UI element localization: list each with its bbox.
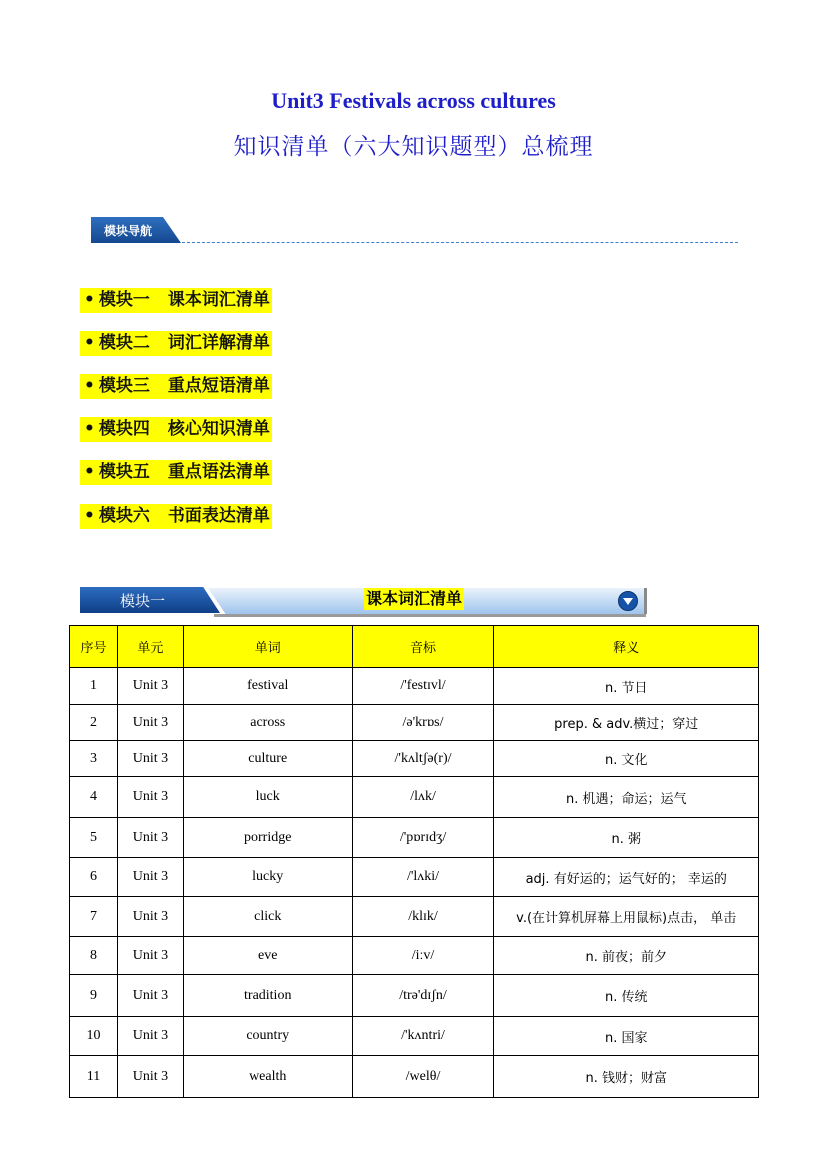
nav-item-module-4[interactable] — [80, 417, 272, 442]
header-phonetic: 音标 — [352, 626, 494, 668]
cell-word: lucky — [183, 858, 352, 897]
nav-item-number: 模块一 — [98, 290, 150, 310]
nav-item-number: 模块六 — [98, 506, 150, 526]
cell-phonetic: /iːv/ — [352, 937, 494, 975]
cell-phonetic: /welθ/ — [352, 1056, 494, 1098]
table-row — [70, 1017, 759, 1056]
module-title: 课本词汇清单 — [366, 589, 463, 608]
nav-tag-label: 模块导航 — [104, 224, 153, 238]
cell-unit: Unit 3 — [117, 858, 183, 897]
cell-phonetic: /'pɒrɪdʒ/ — [352, 818, 494, 858]
cell-word: wealth — [183, 1056, 352, 1098]
cell-meaning: prep. & adv.横过；穿过 — [494, 705, 759, 741]
cell-unit: Unit 3 — [117, 1056, 183, 1098]
nav-item-number: 模块三 — [98, 376, 150, 396]
cell-phonetic: /'kʌltʃə(r)/ — [352, 741, 494, 777]
bullet-icon: • — [84, 506, 95, 526]
table-row — [70, 858, 759, 897]
bullet-icon: • — [84, 290, 95, 310]
table-row — [70, 1056, 759, 1098]
bullet-icon: • — [84, 419, 95, 439]
cell-meaning: n. 前夜；前夕 — [494, 937, 759, 975]
cell-unit: Unit 3 — [117, 818, 183, 858]
cell-index: 3 — [70, 741, 118, 777]
cell-meaning: v.(在计算机屏幕上用鼠标)点击， 单击 — [494, 897, 759, 937]
vocabulary-table — [69, 625, 759, 1098]
cell-index: 8 — [70, 937, 118, 975]
nav-item-number: 模块四 — [98, 419, 150, 439]
module-bar-shadow — [214, 614, 646, 617]
nav-item-label: 课本词汇清单 — [167, 290, 270, 310]
cell-index: 6 — [70, 858, 118, 897]
table-row — [70, 937, 759, 975]
cell-word: culture — [183, 741, 352, 777]
cell-phonetic: /trə'dɪʃn/ — [352, 975, 494, 1017]
cell-unit: Unit 3 — [117, 705, 183, 741]
table-row — [70, 705, 759, 741]
table-row — [70, 741, 759, 777]
cell-phonetic: /lʌk/ — [352, 777, 494, 818]
table-row — [70, 818, 759, 858]
cell-unit: Unit 3 — [117, 741, 183, 777]
cell-index: 5 — [70, 818, 118, 858]
table-row — [70, 668, 759, 705]
cell-index: 2 — [70, 705, 118, 741]
nav-divider — [182, 242, 738, 243]
table-header-row — [70, 626, 759, 668]
cell-word: luck — [183, 777, 352, 818]
header-index: 序号 — [70, 626, 118, 668]
nav-item-label: 核心知识清单 — [167, 419, 270, 439]
header-meaning: 释义 — [494, 626, 759, 668]
cell-phonetic: /'lʌki/ — [352, 858, 494, 897]
nav-item-number: 模块五 — [98, 462, 150, 482]
header-word: 单词 — [183, 626, 352, 668]
cell-meaning: n. 节日 — [494, 668, 759, 705]
chevron-down-icon[interactable] — [618, 591, 638, 611]
cell-word: festival — [183, 668, 352, 705]
cell-word: across — [183, 705, 352, 741]
cell-word: eve — [183, 937, 352, 975]
cell-meaning: adj. 有好运的；运气好的； 幸运的 — [494, 858, 759, 897]
cell-meaning: n. 粥 — [494, 818, 759, 858]
cell-unit: Unit 3 — [117, 777, 183, 818]
nav-item-module-1[interactable] — [80, 288, 272, 313]
nav-item-module-2[interactable] — [80, 331, 272, 356]
nav-item-module-6[interactable] — [80, 504, 272, 529]
bullet-icon: • — [84, 333, 95, 353]
cell-meaning: n. 传统 — [494, 975, 759, 1017]
document-title: Unit3 Festivals across cultures — [271, 88, 556, 113]
cell-index: 9 — [70, 975, 118, 1017]
cell-phonetic: /'kʌntri/ — [352, 1017, 494, 1056]
cell-index: 7 — [70, 897, 118, 937]
cell-index: 10 — [70, 1017, 118, 1056]
nav-item-label: 词汇详解清单 — [167, 333, 270, 353]
nav-item-label: 重点短语清单 — [167, 376, 270, 396]
nav-item-number: 模块二 — [98, 333, 150, 353]
module-tag-label: 模块一 — [120, 592, 166, 610]
cell-unit: Unit 3 — [117, 1017, 183, 1056]
cell-unit: Unit 3 — [117, 937, 183, 975]
bullet-icon: • — [84, 376, 95, 396]
nav-item-label: 重点语法清单 — [167, 462, 270, 482]
cell-meaning: n. 机遇；命运；运气 — [494, 777, 759, 818]
cell-phonetic: /klɪk/ — [352, 897, 494, 937]
cell-phonetic: /ə'krɒs/ — [352, 705, 494, 741]
nav-item-label: 书面表达清单 — [167, 506, 270, 526]
cell-word: porridge — [183, 818, 352, 858]
table-row — [70, 975, 759, 1017]
cell-meaning: n. 钱财；财富 — [494, 1056, 759, 1098]
cell-index: 4 — [70, 777, 118, 818]
bullet-icon: • — [84, 462, 95, 482]
document-subtitle: 知识清单（六大知识题型）总梳理 — [233, 134, 594, 160]
nav-item-module-3[interactable] — [80, 374, 272, 399]
cell-index: 11 — [70, 1056, 118, 1098]
cell-word: click — [183, 897, 352, 937]
cell-unit: Unit 3 — [117, 975, 183, 1017]
cell-meaning: n. 国家 — [494, 1017, 759, 1056]
cell-word: country — [183, 1017, 352, 1056]
cell-unit: Unit 3 — [117, 668, 183, 705]
cell-meaning: n. 文化 — [494, 741, 759, 777]
cell-unit: Unit 3 — [117, 897, 183, 937]
cell-word: tradition — [183, 975, 352, 1017]
cell-index: 1 — [70, 668, 118, 705]
table-row — [70, 897, 759, 937]
cell-phonetic: /'festɪvl/ — [352, 668, 494, 705]
table-row — [70, 777, 759, 818]
nav-item-module-5[interactable] — [80, 460, 272, 485]
module-1-header-bar — [80, 587, 646, 617]
header-unit: 单元 — [117, 626, 183, 668]
